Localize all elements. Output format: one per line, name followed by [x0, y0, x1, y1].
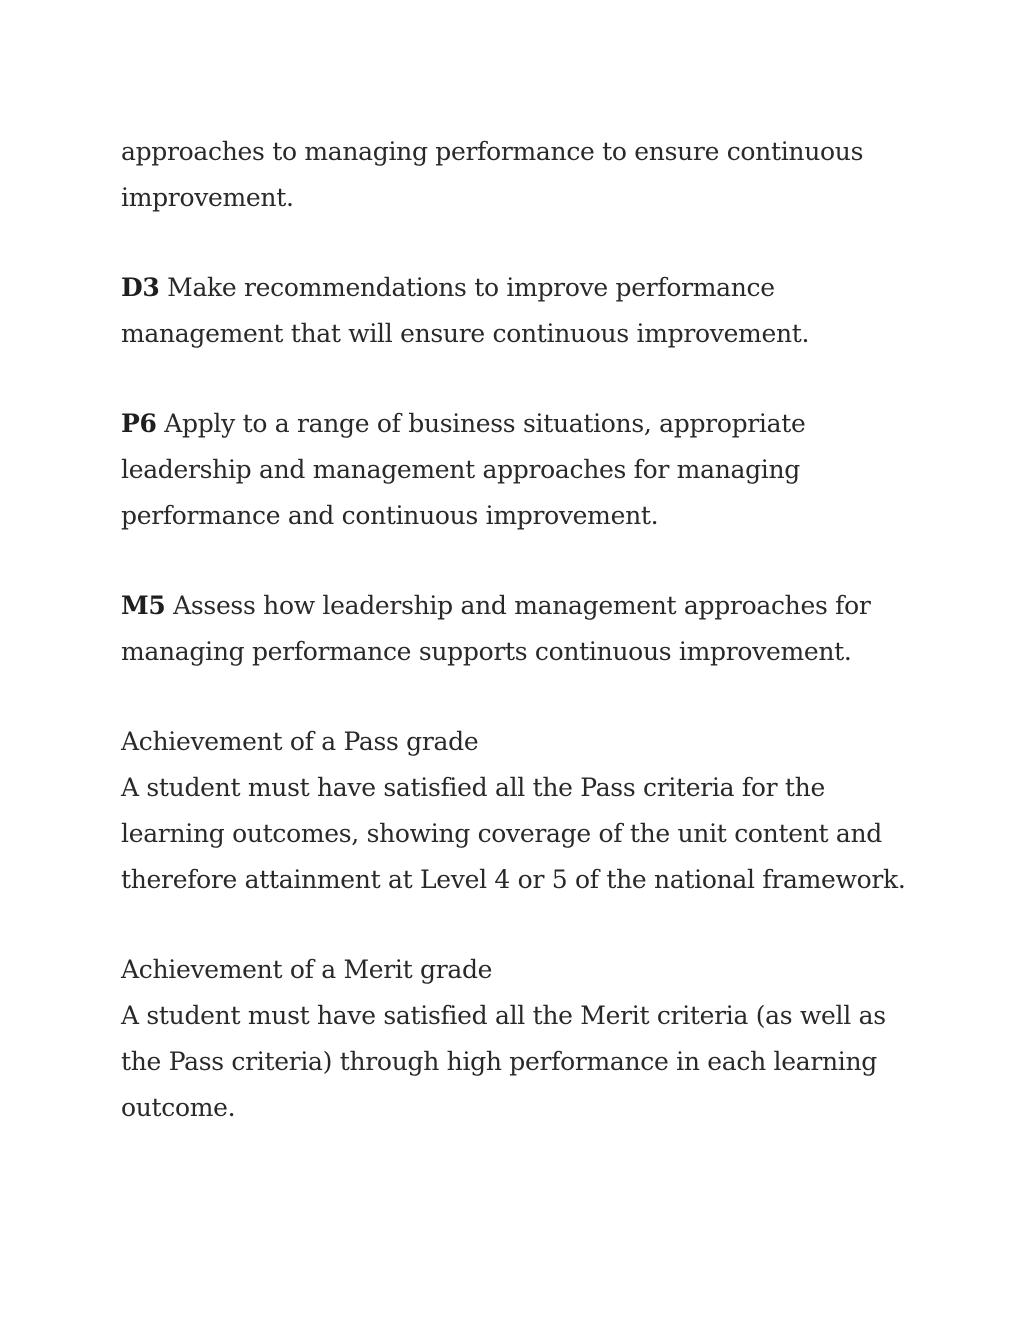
merit-grade-section: [121, 947, 911, 1131]
merit-grade-heading: Achievement of a Merit grade: [121, 955, 493, 984]
criterion-code: D3: [121, 273, 160, 302]
pass-grade-section: [121, 719, 911, 903]
paragraph-text: approaches to managing performance to ensure continuous improvement.: [121, 137, 864, 212]
criterion-p6: [121, 401, 911, 539]
criterion-code: M5: [121, 591, 166, 620]
merit-grade-text: A student must have satisfied all the Merit criteria (as well as the Pass criteria) through high performance in each learning outcome.: [121, 1001, 886, 1122]
criterion-text: Assess how leadership and management approaches for managing performance supports continuous improvement.: [121, 591, 871, 666]
pass-grade-heading: Achievement of a Pass grade: [121, 727, 479, 756]
criterion-d3: [121, 265, 911, 357]
criterion-code: P6: [121, 409, 157, 438]
criterion-m5: [121, 583, 911, 675]
criterion-text: Apply to a range of business situations, appropriate leadership and management approaches for managing performance and continuous improvement.: [121, 409, 806, 530]
document-page: [121, 129, 911, 1131]
criterion-text: Make recommendations to improve performance management that will ensure continuous improvement.: [121, 273, 810, 348]
pass-grade-text: A student must have satisfied all the Pass criteria for the learning outcomes, showing coverage of the unit content and therefore attainment at Level 4 or 5 of the national framework.: [121, 773, 906, 894]
paragraph-continuation: [121, 129, 911, 221]
